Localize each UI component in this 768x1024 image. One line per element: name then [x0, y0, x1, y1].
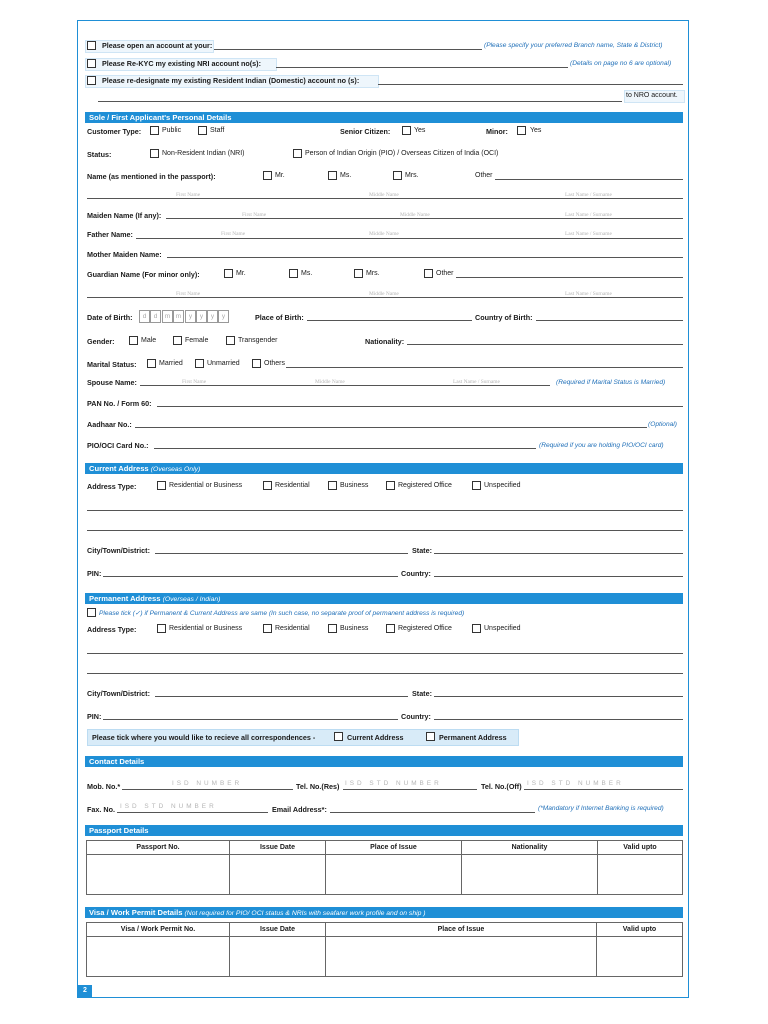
- father-first-hint: First Name: [221, 231, 246, 237]
- same-address-note: Please tick (✓) if Permanent & Current Address are same (In such case, no separate proof of permanent address is required): [99, 610, 465, 617]
- mob-input[interactable]: [122, 789, 293, 790]
- father-middle-hint: Middle Name: [369, 231, 399, 237]
- female-checkbox[interactable]: [173, 336, 182, 345]
- current-country-label: Country:: [401, 569, 431, 578]
- marital-others-input[interactable]: [286, 367, 683, 368]
- aadhaar-optional-note: (Optional): [648, 421, 677, 428]
- permanent-city-input[interactable]: [155, 696, 408, 697]
- dob-label: Date of Birth:: [87, 313, 133, 322]
- visa-issue-date-cell[interactable]: [230, 937, 326, 977]
- maiden-name-input[interactable]: [166, 218, 683, 219]
- name-first-hint: First Name: [176, 192, 201, 198]
- current-address-title: Current Address: [89, 464, 149, 473]
- passport-nationality-cell[interactable]: [462, 855, 598, 895]
- guardian-mr-label: Mr.: [236, 270, 246, 277]
- current-res-or-bus-label: Residential or Business: [169, 482, 243, 489]
- current-city-label: City/Town/District:: [87, 546, 150, 555]
- permanent-address-line-1[interactable]: [87, 653, 683, 654]
- transgender-label: Transgender: [238, 337, 278, 344]
- rekyc-note: (Details on page no 6 are optional): [570, 60, 672, 67]
- passport-table: [86, 840, 683, 895]
- nri-checkbox[interactable]: [150, 149, 159, 158]
- current-registered-office-label: Registered Office: [398, 482, 452, 489]
- tel-res-hint: ISD STD NUMBER: [345, 780, 442, 787]
- others-checkbox[interactable]: [252, 359, 261, 368]
- current-unspecified-checkbox[interactable]: [472, 481, 481, 490]
- spouse-first-hint: First Name: [182, 379, 207, 385]
- spouse-middle-hint: Middle Name: [315, 379, 345, 385]
- pio-checkbox[interactable]: [293, 149, 302, 158]
- name-mr-label: Mr.: [275, 172, 285, 179]
- father-last-hint: Last Name / Surname: [565, 231, 612, 237]
- name-mrs-label: Mrs.: [405, 172, 419, 179]
- dob-year-4[interactable]: y: [218, 310, 229, 323]
- passport-valid-upto-cell[interactable]: [598, 855, 683, 895]
- father-name-input[interactable]: [136, 238, 683, 239]
- correspondence-label: Please tick where you would like to recieve all correspondences -: [92, 733, 316, 742]
- aadhaar-label: Aadhaar No.:: [87, 420, 132, 429]
- current-address-type-label: Address Type:: [87, 482, 137, 491]
- married-checkbox[interactable]: [147, 359, 156, 368]
- current-unspecified-label: Unspecified: [484, 482, 521, 489]
- name-ms-checkbox[interactable]: [328, 171, 337, 180]
- marital-status-label: Marital Status:: [87, 360, 137, 369]
- unmarried-checkbox[interactable]: [195, 359, 204, 368]
- staff-label: Staff: [210, 127, 225, 134]
- senior-yes-label: Yes: [414, 127, 426, 134]
- guardian-middle-hint: Middle Name: [369, 291, 399, 297]
- guardian-last-hint: Last Name / Surname: [565, 291, 612, 297]
- permanent-business-label: Business: [340, 625, 369, 632]
- permanent-pin-label: PIN:: [87, 712, 102, 721]
- open-account-label: Please open an account at your:: [102, 41, 213, 50]
- passport-details-header: Passport Details: [85, 825, 683, 836]
- permanent-registered-office-label: Registered Office: [398, 625, 452, 632]
- father-name-label: Father Name:: [87, 230, 133, 239]
- visa-number-cell[interactable]: [87, 937, 230, 977]
- guardian-other-input[interactable]: [456, 277, 683, 278]
- passport-col-number: Passport No.: [87, 841, 230, 855]
- tel-off-label: Tel. No.(Off): [481, 782, 522, 791]
- visa-col-place: Place of Issue: [326, 923, 597, 937]
- current-address-header: [85, 463, 683, 474]
- name-mr-checkbox[interactable]: [263, 171, 272, 180]
- country-of-birth-input[interactable]: [536, 320, 683, 321]
- spouse-name-input[interactable]: [140, 385, 550, 386]
- permanent-unspecified-label: Unspecified: [484, 625, 521, 632]
- dob-year-2[interactable]: y: [196, 310, 207, 323]
- open-account-checkbox[interactable]: [87, 41, 96, 50]
- tel-off-input[interactable]: [524, 789, 683, 790]
- aadhaar-input[interactable]: [135, 427, 647, 428]
- visa-col-issue-date: Issue Date: [230, 923, 326, 937]
- permanent-address-line-2[interactable]: [87, 673, 683, 674]
- nationality-input[interactable]: [407, 344, 683, 345]
- correspondence-permanent-checkbox[interactable]: [426, 732, 435, 741]
- current-business-checkbox[interactable]: [328, 481, 337, 490]
- place-of-birth-label: Place of Birth:: [255, 313, 304, 322]
- guardian-first-hint: First Name: [176, 291, 201, 297]
- full-name-input[interactable]: [87, 198, 683, 199]
- unmarried-label: Unmarried: [207, 360, 240, 367]
- dob-year-1[interactable]: y: [185, 310, 196, 323]
- spouse-name-label: Spouse Name:: [87, 378, 137, 387]
- permanent-state-label: State:: [412, 689, 432, 698]
- guardian-other-checkbox[interactable]: [424, 269, 433, 278]
- current-city-input[interactable]: [155, 553, 408, 554]
- permanent-residential-checkbox[interactable]: [263, 624, 272, 633]
- pio-card-note: (Required if you are holding PIO/OCI card): [539, 442, 664, 449]
- dob-day-2[interactable]: d: [150, 310, 161, 323]
- passport-col-place: Place of Issue: [326, 841, 462, 855]
- permanent-address-title: Permanent Address: [89, 594, 161, 603]
- male-label: Male: [141, 337, 157, 344]
- redesignate-input-2[interactable]: [98, 101, 622, 102]
- current-state-label: State:: [412, 546, 432, 555]
- current-residential-label: Residential: [275, 482, 310, 489]
- dob-month-2[interactable]: m: [173, 310, 184, 323]
- pan-input[interactable]: [157, 406, 683, 407]
- others-label: Others: [264, 360, 286, 367]
- passport-number-cell[interactable]: [87, 855, 230, 895]
- redesignate-checkbox[interactable]: [87, 76, 96, 85]
- place-of-birth-input[interactable]: [307, 320, 472, 321]
- permanent-address-header: [85, 593, 683, 604]
- mob-label: Mob. No.*: [87, 782, 121, 791]
- visa-details-title: Visa / Work Permit Details: [89, 908, 183, 917]
- permanent-pin-input[interactable]: [103, 719, 398, 720]
- name-label: Name (as mentioned in the passport):: [87, 172, 216, 181]
- nri-label: Non-Resident Indian (NRI): [162, 150, 245, 157]
- passport-entry-row: [87, 855, 683, 895]
- maiden-name-label: Maiden Name (If any):: [87, 211, 162, 220]
- tel-res-label: Tel. No.(Res): [296, 782, 340, 791]
- email-input[interactable]: [330, 812, 535, 813]
- passport-col-nationality: Nationality: [462, 841, 598, 855]
- minor-label: Minor:: [486, 127, 508, 136]
- married-label: Married: [159, 360, 183, 367]
- open-account-note: (Please specify your preferred Branch name, State & District): [484, 42, 663, 49]
- permanent-res-or-bus-checkbox[interactable]: [157, 624, 166, 633]
- redesignate-label: Please re-designate my existing Resident Indian (Domestic) account no (s):: [102, 76, 360, 85]
- tel-res-input[interactable]: [343, 789, 477, 790]
- tel-off-hint: ISD STD NUMBER: [527, 780, 624, 787]
- visa-table: [86, 922, 683, 977]
- correspondence-current-checkbox[interactable]: [334, 732, 343, 741]
- name-middle-hint: Middle Name: [369, 192, 399, 198]
- fax-label: Fax. No.: [87, 805, 115, 814]
- current-address-line-1[interactable]: [87, 510, 683, 511]
- page-number: 2: [78, 985, 92, 997]
- current-residential-checkbox[interactable]: [263, 481, 272, 490]
- gender-label: Gender:: [87, 337, 115, 346]
- guardian-mr-checkbox[interactable]: [224, 269, 233, 278]
- permanent-address-subtitle: (Overseas / Indian): [162, 596, 221, 603]
- permanent-address-type-label: Address Type:: [87, 625, 137, 634]
- mother-maiden-input[interactable]: [167, 257, 683, 258]
- passport-col-issue-date: Issue Date: [230, 841, 326, 855]
- dob-day-1[interactable]: d: [139, 310, 150, 323]
- passport-header-row: [87, 841, 683, 855]
- fax-hint: ISD STD NUMBER: [120, 803, 217, 810]
- dob-month-1[interactable]: m: [162, 310, 173, 323]
- public-label: Public: [162, 127, 182, 134]
- senior-citizen-label: Senior Citizen:: [340, 127, 391, 136]
- current-pin-label: PIN:: [87, 569, 102, 578]
- maiden-middle-hint: Middle Name: [400, 212, 430, 218]
- current-business-label: Business: [340, 482, 369, 489]
- visa-header-row: [87, 923, 683, 937]
- permanent-state-input[interactable]: [434, 696, 683, 697]
- current-pin-input[interactable]: [103, 576, 398, 577]
- name-mrs-checkbox[interactable]: [393, 171, 402, 180]
- name-last-hint: Last Name / Surname: [565, 192, 612, 198]
- dob-year-3[interactable]: y: [207, 310, 218, 323]
- contact-details-header: Contact Details: [85, 756, 683, 767]
- personal-details-header: Sole / First Applicant's Personal Details: [85, 112, 683, 123]
- passport-issue-date-cell[interactable]: [230, 855, 326, 895]
- current-res-or-bus-checkbox[interactable]: [157, 481, 166, 490]
- current-address-line-2[interactable]: [87, 530, 683, 531]
- guardian-name-input[interactable]: [87, 297, 683, 298]
- guardian-mrs-checkbox[interactable]: [354, 269, 363, 278]
- correspondence-current-label: Current Address: [347, 733, 404, 742]
- female-label: Female: [185, 337, 209, 344]
- permanent-city-label: City/Town/District:: [87, 689, 150, 698]
- branch-input[interactable]: [214, 49, 482, 50]
- customer-type-label: Customer Type:: [87, 127, 142, 136]
- redesignate-input[interactable]: [378, 84, 683, 85]
- current-state-input[interactable]: [434, 553, 683, 554]
- permanent-registered-office-checkbox[interactable]: [386, 624, 395, 633]
- current-address-subtitle: (Overseas Only): [150, 466, 201, 473]
- guardian-ms-label: Ms.: [301, 270, 313, 277]
- senior-citizen-checkbox[interactable]: [402, 126, 411, 135]
- minor-yes-label: Yes: [530, 127, 542, 134]
- permanent-residential-label: Residential: [275, 625, 310, 632]
- transgender-checkbox[interactable]: [226, 336, 235, 345]
- country-of-birth-label: Country of Birth:: [475, 313, 533, 322]
- permanent-country-input[interactable]: [434, 719, 683, 720]
- male-checkbox[interactable]: [129, 336, 138, 345]
- current-registered-office-checkbox[interactable]: [386, 481, 395, 490]
- visa-details-subtitle: (Not required for PIO/ OCI status & NRIs with seafarer work profile and on ship ): [184, 910, 426, 917]
- visa-place-cell[interactable]: [326, 937, 597, 977]
- permanent-business-checkbox[interactable]: [328, 624, 337, 633]
- staff-checkbox[interactable]: [198, 126, 207, 135]
- visa-col-valid-upto: Valid upto: [597, 923, 683, 937]
- mother-maiden-label: Mother Maiden Name:: [87, 250, 162, 259]
- correspondence-permanent-label: Permanent Address: [439, 733, 507, 742]
- name-other-label: Other: [475, 172, 493, 179]
- passport-place-cell[interactable]: [326, 855, 462, 895]
- guardian-name-label: Guardian Name (For minor only):: [87, 270, 200, 279]
- name-ms-label: Ms.: [340, 172, 352, 179]
- current-country-input[interactable]: [434, 576, 683, 577]
- email-label: Email Address*:: [272, 805, 327, 814]
- fax-input[interactable]: [117, 812, 268, 813]
- visa-valid-upto-cell[interactable]: [597, 937, 683, 977]
- guardian-ms-checkbox[interactable]: [289, 269, 298, 278]
- minor-checkbox[interactable]: [517, 126, 526, 135]
- mandatory-note: (*Mandatory if Internet Banking is required): [538, 805, 664, 812]
- visa-details-header: [85, 907, 683, 918]
- spouse-note: (Required if Marital Status is Married): [556, 379, 666, 386]
- rekyc-input[interactable]: [276, 67, 568, 68]
- spouse-last-hint: Last Name / Surname: [453, 379, 500, 385]
- maiden-last-hint: Last Name / Surname: [565, 212, 612, 218]
- mob-hint: ISD NUMBER: [172, 780, 243, 787]
- pio-card-label: PIO/OCI Card No.:: [87, 441, 149, 450]
- public-checkbox[interactable]: [150, 126, 159, 135]
- pan-label: PAN No. / Form 60:: [87, 399, 152, 408]
- name-other-input[interactable]: [495, 179, 683, 180]
- permanent-unspecified-checkbox[interactable]: [472, 624, 481, 633]
- maiden-first-hint: First Name: [242, 212, 267, 218]
- visa-entry-row: [87, 937, 683, 977]
- permanent-res-or-bus-label: Residential or Business: [169, 625, 243, 632]
- visa-col-number: Visa / Work Permit No.: [87, 923, 230, 937]
- status-label: Status:: [87, 150, 112, 159]
- rekyc-label: Please Re-KYC my existing NRI account no(s):: [102, 59, 261, 68]
- to-nro-label: to NRO account.: [626, 92, 678, 99]
- permanent-country-label: Country:: [401, 712, 431, 721]
- guardian-other-label: Other: [436, 270, 454, 277]
- nationality-label: Nationality:: [365, 337, 405, 346]
- guardian-mrs-label: Mrs.: [366, 270, 380, 277]
- same-address-checkbox[interactable]: [87, 608, 96, 617]
- pio-label: Person of Indian Origin (PIO) / Overseas Citizen of India (OCI): [305, 150, 499, 157]
- passport-col-valid-upto: Valid upto: [598, 841, 683, 855]
- pio-card-input[interactable]: [154, 448, 536, 449]
- rekyc-checkbox[interactable]: [87, 59, 96, 68]
